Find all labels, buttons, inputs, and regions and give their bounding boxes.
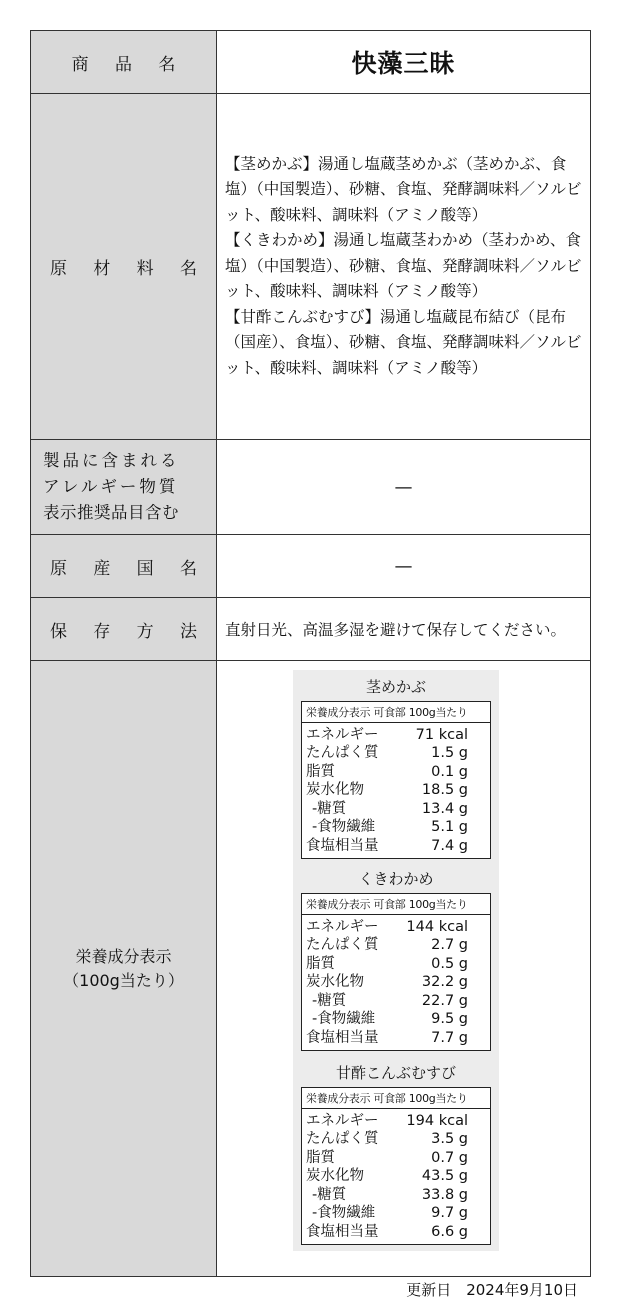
nutrient-value: 3.5 g [431, 1131, 468, 1147]
nutrient-value: 0.1 g [431, 763, 468, 780]
nutrient-name: たんぱく質 [306, 745, 379, 761]
nutrient-name: エネルギー [306, 918, 379, 935]
nutrition-label-amazu-konbu-musubi: 甘酢こんぶむすび 栄養成分表示 可食部 100g当たり エネルギー 194 kcal たんぱく質 3.5 g 脂質 0.7 g 炭水化物 43.5 g -糖質 33.8 g -食物繊維 9.7 g 食塩相当量 6.6 g [293, 1056, 499, 1252]
label-allergens: 製品に含まれる アレルギー物質 表示推奨品目含む [31, 440, 217, 535]
nutrition-row [302, 914, 491, 936]
nutrient-value: 2.7 g [431, 937, 468, 953]
nutrition-row [302, 1010, 491, 1029]
nutrient-value: 0.5 g [431, 955, 468, 972]
nutrient-name: たんぱく質 [306, 937, 379, 953]
nutrient-name: 食塩相当量 [306, 1029, 379, 1046]
nutrition-row [302, 781, 491, 800]
nutrition-label-kukimekabu: 茎めかぶ 栄養成分表示 可食部 100g当たり エネルギー 71 kcal たんぱく質 1.5 g 脂質 0.1 g 炭水化物 18.5 g -糖質 13.4 g -食物繊維 5.1 g 食塩相当量 7.4 g [293, 670, 499, 866]
nutrient-value: 0.7 g [431, 1149, 468, 1166]
nutrient-name: 炭水化物 [306, 974, 364, 990]
nutrient-value: 1.5 g [431, 745, 468, 761]
nutrient-value: 6.6 g [431, 1223, 468, 1240]
row-product-name [31, 31, 591, 94]
nutrient-name: 食塩相当量 [306, 837, 379, 854]
nutrient-value: 71 kcal [415, 726, 468, 743]
nutrient-value: 7.4 g [431, 837, 468, 854]
ingredient-item: 【甘酢こんぶむすび】湯通し塩蔵昆布結び（昆布（国産）、食塩）、砂糖、食塩、発酵調味料／ソルビット、酸味料、調味料（アミノ酸等） [225, 307, 582, 377]
nutrition-row [302, 763, 491, 782]
nutrient-value: 22.7 g [421, 992, 468, 1009]
nutrition-row [302, 1204, 491, 1223]
label-product-name: 商品名 [31, 31, 217, 94]
nutrition-row [302, 936, 491, 955]
nutrient-name: -食物繊維 [312, 1205, 376, 1221]
nutrient-value: 9.7 g [431, 1205, 468, 1221]
nutrition-row [302, 973, 491, 992]
value-allergens: — [217, 440, 591, 535]
nutrition-row [302, 744, 491, 763]
nutrient-value: 43.5 g [421, 1168, 468, 1184]
nutrient-name: -食物繊維 [312, 819, 376, 835]
label-origin: 原産国名 [31, 535, 217, 598]
label-storage: 保存方法 [31, 598, 217, 661]
ingredient-item: 【くきわかめ】湯通し塩蔵茎わかめ（茎わかめ、食塩）（中国製造）、砂糖、食塩、発酵調味料／ソルビット、酸味料、調味料（アミノ酸等） [225, 231, 582, 301]
nutrient-value: 32.2 g [421, 974, 468, 990]
ingredient-item: 【茎めかぶ】湯通し塩蔵茎めかぶ（茎めかぶ、食塩）（中国製造）、砂糖、食塩、発酵調味料／ソルビット、酸味料、調味料（アミノ酸等） [225, 154, 582, 224]
nutrient-name: -糖質 [312, 1186, 347, 1203]
spec-table [30, 30, 591, 1277]
nutrient-name: 食塩相当量 [306, 1223, 379, 1240]
nutrition-row [302, 1130, 491, 1149]
nutrition-row [302, 1108, 491, 1130]
nutrition-row [302, 1149, 491, 1168]
nutrition-row [302, 837, 491, 859]
nutrition-row [302, 1029, 491, 1051]
label-ingredients: 原材料名 [31, 94, 217, 440]
nutrient-name: エネルギー [306, 726, 379, 743]
row-nutrition [31, 661, 591, 1277]
nutrient-value: 144 kcal [406, 918, 468, 935]
nutrient-name: 脂質 [306, 1149, 335, 1166]
nutrient-value: 194 kcal [406, 1112, 468, 1129]
row-allergens [31, 440, 591, 535]
nutrient-value: 7.7 g [431, 1029, 468, 1046]
nutrient-name: たんぱく質 [306, 1131, 379, 1147]
nutrient-value: 13.4 g [421, 800, 468, 817]
nutrient-name: -食物繊維 [312, 1011, 376, 1027]
value-product-name [217, 31, 591, 94]
label-nutrition: 栄養成分表示 （100g当たり） [31, 661, 217, 1277]
nutrient-name: 脂質 [306, 955, 335, 972]
value-nutrition [217, 661, 591, 1277]
ingredients-list [217, 142, 590, 392]
nutrient-name: 脂質 [306, 763, 335, 780]
nutrient-name: エネルギー [306, 1112, 379, 1129]
nutrition-table [301, 1108, 491, 1246]
nutrition-table [301, 914, 491, 1052]
product-title: 快藻三昧 [351, 49, 456, 78]
nutrition-row [302, 992, 491, 1011]
row-storage [31, 598, 591, 661]
nutrient-name: -糖質 [312, 992, 347, 1009]
nutrition-row [302, 1167, 491, 1186]
nutrition-row [302, 955, 491, 974]
nutrient-name: 炭水化物 [306, 782, 364, 798]
nutrient-value: 9.5 g [431, 1011, 468, 1027]
row-ingredients [31, 94, 591, 440]
nutrient-name: 炭水化物 [306, 1168, 364, 1184]
nutrition-row [302, 800, 491, 819]
value-storage: 直射日光、高温多湿を避けて保存してください。 [217, 598, 591, 661]
nutrition-table [301, 722, 491, 860]
nutrition-row [302, 1186, 491, 1205]
value-origin: — [217, 535, 591, 598]
nutrient-value: 18.5 g [421, 782, 468, 798]
nutrient-name: -糖質 [312, 800, 347, 817]
nutrition-row [302, 1223, 491, 1245]
nutrient-value: 33.8 g [421, 1186, 468, 1203]
nutrition-row [302, 722, 491, 744]
nutrient-value: 5.1 g [431, 819, 468, 835]
row-origin [31, 535, 591, 598]
nutrition-label-kukiwakame: くきわかめ 栄養成分表示 可食部 100g当たり エネルギー 144 kcal たんぱく質 2.7 g 脂質 0.5 g 炭水化物 32.2 g -糖質 22.7 g -食物繊維 9.5 g 食塩相当量 7.7 g [293, 862, 499, 1058]
value-ingredients [217, 94, 591, 440]
updated-date: 更新日 2024年9月10日 [406, 1281, 578, 1299]
nutrition-row [302, 818, 491, 837]
